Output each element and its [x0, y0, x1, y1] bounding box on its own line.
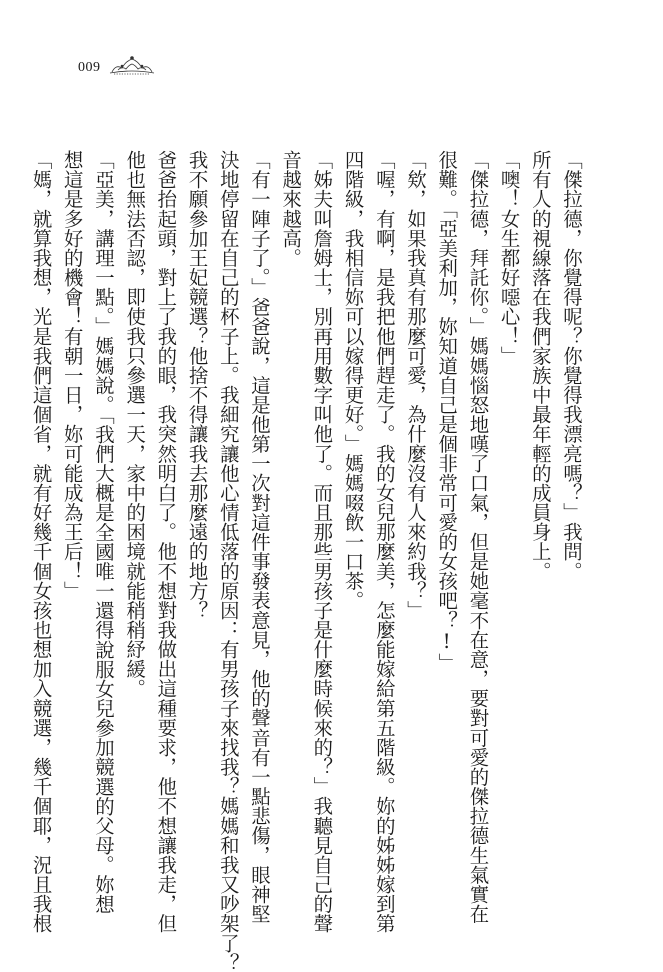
- text-line: 「喔，有啊，是我把他們趕走了。我的女兒那麼美，怎麼能嫁給第五階級。妳的姊姊嫁到第: [372, 150, 396, 934]
- text-line: 很難。「亞美利加，妳知道自己是個非常可愛的女孩吧？!」: [435, 150, 459, 673]
- text-line: 所有人的視線落在我們家族中最年輕的成員身上。: [528, 150, 552, 581]
- body-text: [25, 150, 587, 972]
- text-line: 想這是多好的機會！有朝一日，妳可能成為王后！」: [60, 150, 84, 601]
- text-line: 爸爸抬起頭，對上了我的眼，我突然明白了。他不想對我做出這種要求，他不想讓我走，但: [154, 150, 178, 934]
- text-line: 他也無法否認，即使我只參選一天，家中的困境就能稍稍紓緩。: [123, 150, 147, 699]
- crown-ornament-icon: [108, 55, 156, 77]
- text-line: 「亞美，講理一點。」媽媽說。「我們大概是全國唯一還得說服女兒參加競選的父母。妳想: [91, 150, 115, 914]
- text-line: 「傑拉德，拜託你。」媽媽惱怒地嘆了口氣，但是她毫不在意，要對可愛的傑拉德生氣實在: [466, 150, 490, 924]
- text-line: 「姊夫叫詹姆士，別再用數字叫他了。而且那些男孩子是什麼時候來的？」我聽見自己的聲: [310, 150, 334, 934]
- text-line: 四階級，我相信妳可以嫁得更好。」媽媽啜飲一口茶。: [341, 150, 365, 611]
- text-line: 「有一陣子了。」爸爸說，這是他第一次對這件事發表意見，他的聲音有一點悲傷，眼神堅: [247, 150, 271, 924]
- page-number: 009: [78, 60, 101, 75]
- text-line: 「傑拉德，你覺得呢？你覺得我漂亮嗎？」我問。: [560, 150, 583, 581]
- text-line: 音越來越高。: [279, 150, 303, 268]
- text-line: 決地停留在自己的杯子上。我細究讓他心情低落的原因：有男孩子來找我？媽媽和我又吵架了？: [216, 150, 240, 972]
- text-line: 我不願參加王妃競選？他捨不得讓我去那麼遠的地方？: [185, 150, 209, 620]
- text-line: 「噢！女生都好噁心！」: [497, 150, 521, 366]
- text-line: 「媽，就算我想，光是我們這個省，就有好幾千個女孩也想加入競選，幾千個耶，況且我根: [29, 150, 53, 934]
- text-line: 「欸，如果我真有那麼可愛，為什麼沒有人來約我？」: [403, 150, 427, 620]
